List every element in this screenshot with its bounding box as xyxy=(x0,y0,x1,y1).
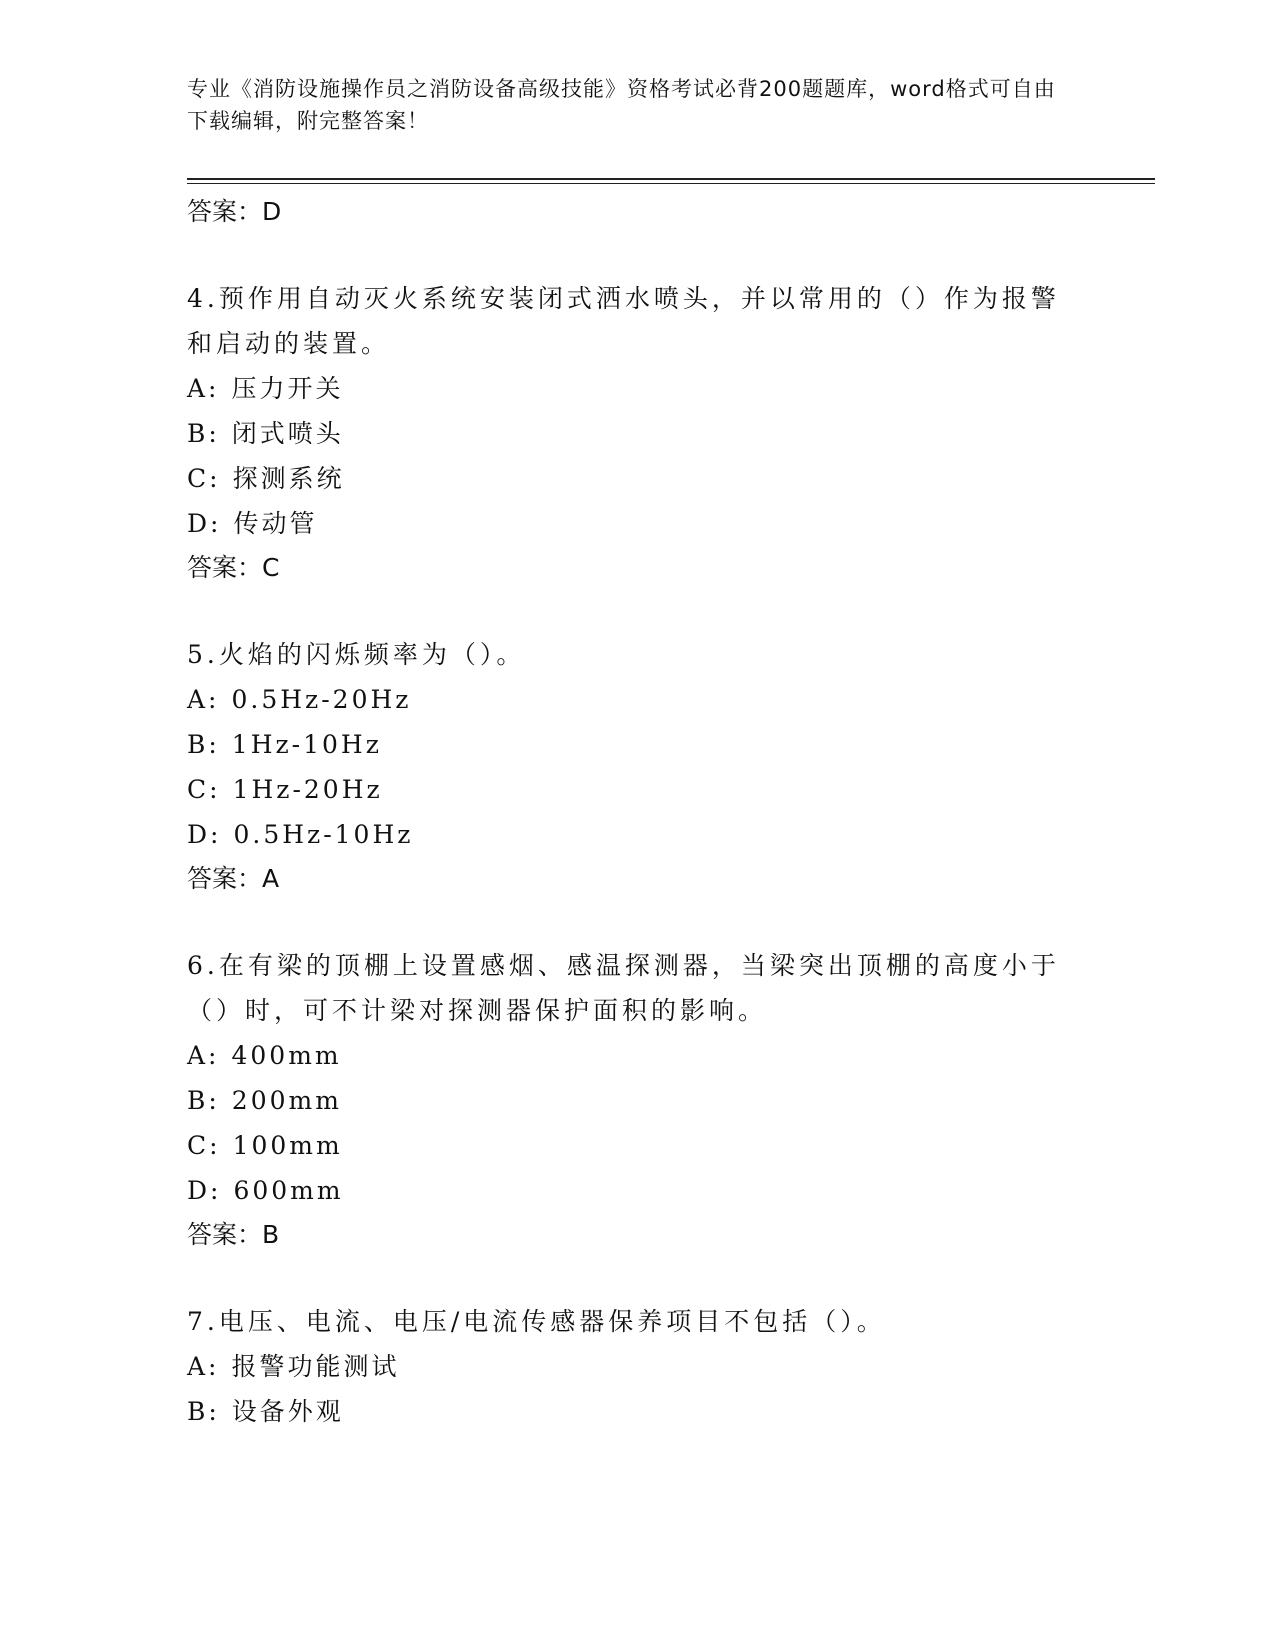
option-letter: B: xyxy=(187,1086,220,1115)
option-text: 1Hz-10Hz xyxy=(231,730,382,759)
header-text: 专业《消防设施操作员之消防设备高级技能》资格考试必背200题题库，word格式可自由下载编辑，附完整答案！ xyxy=(187,77,1056,133)
option-text: 200mm xyxy=(231,1086,342,1115)
document-header xyxy=(187,73,1067,137)
option-letter: A: xyxy=(187,1352,220,1381)
question-stem: 7.电压、电流、电压/电流传感器保养项目不包括（）。 xyxy=(187,1307,886,1336)
option-text: 传动管 xyxy=(233,509,318,538)
question-stem: 4.预作用自动灭火系统安装闭式洒水喷头，并以常用的（）作为报警和启动的装置。 xyxy=(187,284,1060,358)
option-b xyxy=(187,1389,1067,1434)
option-text: 0.5Hz-10Hz xyxy=(233,820,414,849)
option-letter: A: xyxy=(187,374,220,403)
option-letter: C: xyxy=(187,1131,221,1160)
option-letter: C: xyxy=(187,775,221,804)
answer-line xyxy=(187,1213,1067,1257)
option-text: 设备外观 xyxy=(231,1397,344,1426)
option-letter: A: xyxy=(187,685,220,714)
option-text: 400mm xyxy=(231,1041,342,1070)
option-text: 100mm xyxy=(232,1131,343,1160)
header-divider xyxy=(187,178,1155,184)
option-text: 探测系统 xyxy=(232,464,345,493)
option-c xyxy=(187,1123,1067,1168)
answer-label: 答案： xyxy=(187,553,263,582)
question-item xyxy=(187,1299,1067,1434)
question-list xyxy=(187,190,1067,1434)
option-letter: A: xyxy=(187,1041,220,1070)
answer-line xyxy=(187,190,1067,234)
answer-line xyxy=(187,857,1067,901)
option-c xyxy=(187,456,1067,501)
option-letter: D: xyxy=(187,1176,222,1205)
answer-line xyxy=(187,546,1067,590)
option-d xyxy=(187,501,1067,546)
option-a xyxy=(187,1033,1067,1078)
answer-value: B xyxy=(262,1220,280,1249)
answer-value: A xyxy=(262,864,280,893)
option-letter: C: xyxy=(187,464,221,493)
option-letter: D: xyxy=(187,820,222,849)
option-text: 报警功能测试 xyxy=(231,1352,400,1381)
answer-value: D xyxy=(262,197,282,226)
option-text: 1Hz-20Hz xyxy=(232,775,383,804)
option-d xyxy=(187,812,1067,857)
question-item xyxy=(187,632,1067,901)
answer-label: 答案： xyxy=(187,1220,263,1249)
option-d xyxy=(187,1168,1067,1213)
question-stem: 5.火焰的闪烁频率为（）。 xyxy=(187,640,526,669)
option-b xyxy=(187,1078,1067,1123)
answer-label: 答案： xyxy=(187,197,263,226)
answer-label: 答案： xyxy=(187,864,263,893)
option-letter: B: xyxy=(187,419,220,448)
option-a xyxy=(187,1344,1067,1389)
option-text: 0.5Hz-20Hz xyxy=(231,685,412,714)
question-item xyxy=(187,943,1067,1257)
option-letter: B: xyxy=(187,1397,220,1426)
answer-value: C xyxy=(262,553,280,582)
option-b xyxy=(187,722,1067,767)
question-item xyxy=(187,276,1067,590)
option-text: 600mm xyxy=(233,1176,344,1205)
option-b xyxy=(187,411,1067,456)
option-text: 压力开关 xyxy=(231,374,344,403)
option-a xyxy=(187,677,1067,722)
option-a xyxy=(187,366,1067,411)
option-letter: B: xyxy=(187,730,220,759)
question-stem: 6.在有梁的顶棚上设置感烟、感温探测器，当梁突出顶棚的高度小于（）时，可不计梁对探测器保护面积的影响。 xyxy=(187,951,1060,1025)
option-letter: D: xyxy=(187,509,222,538)
option-text: 闭式喷头 xyxy=(231,419,344,448)
option-c xyxy=(187,767,1067,812)
